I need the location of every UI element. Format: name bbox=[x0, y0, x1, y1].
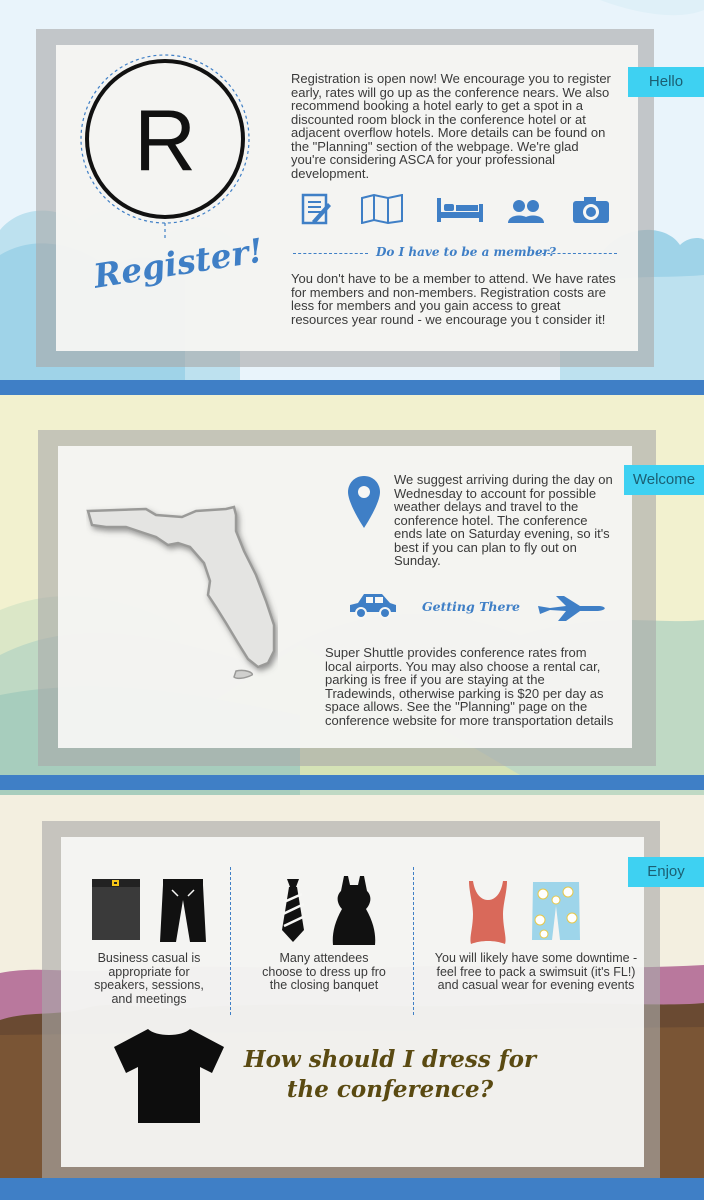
divider-left bbox=[293, 253, 368, 254]
florida-map-icon bbox=[86, 503, 278, 688]
tie-icon bbox=[278, 878, 308, 944]
dress-heading: How should I dress for the conference? bbox=[243, 1046, 537, 1103]
shuttle-text: Super Shuttle provides conference rates from local airports. You may also choose a rental car, parking is free if you are staying at the Tradewinds, otherwise parking is $20 per day as space allows. See the "Planning" page on the conference website for more transportation details bbox=[325, 645, 614, 728]
member-answer: You don't have to be a member to attend. We have rates for members and non-members. Registration costs are less for members and you gain access to great resources year round - we encourage you t consider it! bbox=[291, 271, 616, 327]
registration-intro: Registration is open now! We encourage you to register early, rates will go up as the conference nears. We also recommend booking a hotel early to get a spot in a discounted room block in the conference hotel or at adjacent overflow hotels. More details can be found on the "Planning" section of the webpage. We're glad you're considering ASCA for your professional development. bbox=[291, 71, 611, 181]
camera-icon bbox=[572, 196, 610, 224]
bed-icon bbox=[436, 196, 484, 224]
registration-section bbox=[0, 0, 704, 395]
member-question: Do I have to be a member? bbox=[376, 245, 556, 259]
section-divider-band bbox=[0, 775, 704, 790]
swim-shorts-icon bbox=[530, 880, 582, 942]
ribbon-welcome: Welcome bbox=[624, 465, 704, 495]
ribbon-hello: Hello bbox=[628, 67, 704, 97]
travel-section bbox=[0, 395, 704, 795]
ribbon-enjoy: Enjoy bbox=[628, 857, 704, 887]
logo-letter: R bbox=[133, 93, 197, 189]
downtime-text: You will likely have some downtime - feel free to pack a swimsuit (it's FL!) and casual wear for evening events bbox=[434, 951, 638, 992]
column-divider-1 bbox=[230, 867, 231, 1015]
tshirt-icon bbox=[112, 1027, 226, 1125]
business-casual-text: Business casual is appropriate for speakers, sessions, and meetings bbox=[94, 951, 204, 1006]
skirt-icon bbox=[90, 878, 142, 942]
register-heading: Register! bbox=[90, 230, 266, 296]
location-pin-icon bbox=[346, 474, 382, 530]
dress-icon bbox=[330, 875, 378, 947]
document-icon bbox=[300, 193, 332, 227]
pants-icon bbox=[158, 878, 208, 944]
registered-logo bbox=[78, 52, 252, 242]
dress-section bbox=[0, 795, 704, 1200]
car-icon bbox=[346, 590, 400, 622]
swimsuit-icon bbox=[465, 880, 511, 946]
arrival-text: We suggest arriving during the day on Wednesday to account for possible weather delays and travel to the conference hotel. The conference ends late on Saturday evening, so it's best if you can plan to fly out on Sunday. bbox=[394, 472, 613, 568]
banquet-text: Many attendees choose to dress up fro the closing banquet bbox=[262, 951, 386, 992]
divider-right bbox=[537, 253, 617, 254]
getting-there-heading: Getting There bbox=[422, 599, 520, 614]
airplane-icon bbox=[536, 594, 610, 622]
column-divider-2 bbox=[413, 867, 414, 1015]
section-divider-band bbox=[0, 380, 704, 395]
section-divider-band bbox=[0, 1178, 704, 1200]
map-icon bbox=[360, 194, 404, 224]
people-icon bbox=[508, 198, 544, 224]
